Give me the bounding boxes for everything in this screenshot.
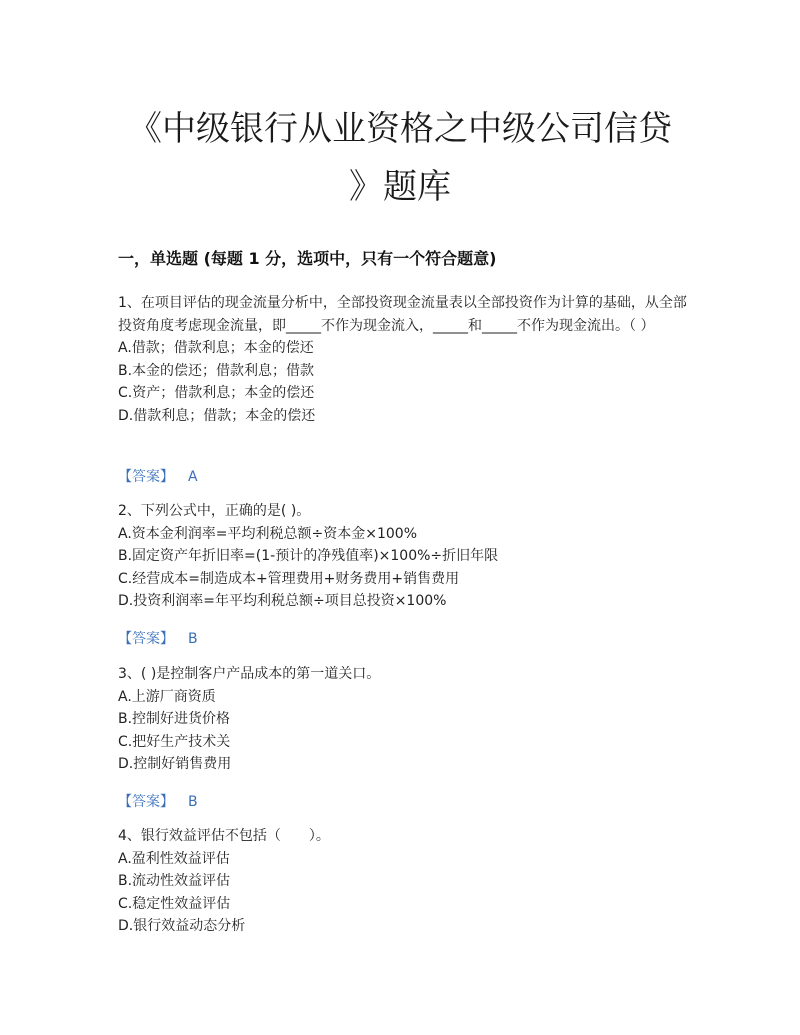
option-c: C.把好生产技术关 (118, 733, 231, 750)
document-title (100, 100, 700, 216)
section-heading: 一，单选题 (每题 1 分，选项中，只有一个符合题意) (118, 249, 497, 268)
option-d: D.银行效益动态分析 (118, 918, 246, 934)
answer-label: 【答案】 (118, 631, 174, 647)
option-b: B.本金的偿还；借款利息；借款 (118, 362, 315, 379)
answer-1 (118, 466, 198, 486)
option-a: A.盈利性效益评估 (118, 850, 230, 867)
title-line-2: 》题库 (349, 167, 451, 207)
option-a: A.借款；借款利息；本金的偿还 (118, 340, 314, 356)
title-line-1: 《中级银行从业资格之中级公司信贷 (128, 109, 672, 149)
option-c: C.经营成本=制造成本+管理费用+财务费用+销售费用 (118, 570, 460, 587)
option-b: B.固定资产年折旧率=(1-预计的净残值率)×100%÷折旧年限 (118, 548, 499, 564)
question-4 (118, 825, 688, 938)
answer-2 (118, 628, 198, 648)
question-2 (118, 500, 688, 613)
question-stem: 3、( )是控制客户产品成本的第一道关口。 (118, 666, 381, 682)
option-d: D.借款利息；借款；本金的偿还 (118, 407, 316, 424)
option-c: C.资产；借款利息；本金的偿还 (118, 385, 315, 401)
question-stem: 2、下列公式中，正确的是( )。 (118, 503, 311, 519)
option-a: A.资本金利润率=平均利税总额÷资本金×100% (118, 525, 417, 542)
option-d: D.投资利润率=年平均利税总额÷项目总投资×100% (118, 593, 447, 609)
answer-3 (118, 791, 198, 811)
answer-value: B (188, 794, 198, 810)
answer-value: A (188, 469, 198, 485)
option-b: B.流动性效益评估 (118, 873, 231, 889)
question-1 (118, 292, 688, 427)
answer-value: B (188, 631, 198, 647)
question-stem: 1、在项目评估的现金流量分析中，全部投资现金流量表以全部投资作为计算的基础，从全部投资角度考虑现金流量，即_____不作为现金流入，_____和_____不作为现金流出。（ ） (118, 295, 687, 334)
option-a: A.上游厂商资质 (118, 688, 216, 705)
question-stem: 4、银行效益评估不包括（ ）。 (118, 828, 330, 844)
question-3 (118, 663, 688, 776)
option-c: C.稳定性效益评估 (118, 895, 231, 912)
answer-label: 【答案】 (118, 469, 174, 485)
option-d: D.控制好销售费用 (118, 756, 232, 772)
option-b: B.控制好进货价格 (118, 711, 231, 727)
answer-label: 【答案】 (118, 794, 174, 810)
